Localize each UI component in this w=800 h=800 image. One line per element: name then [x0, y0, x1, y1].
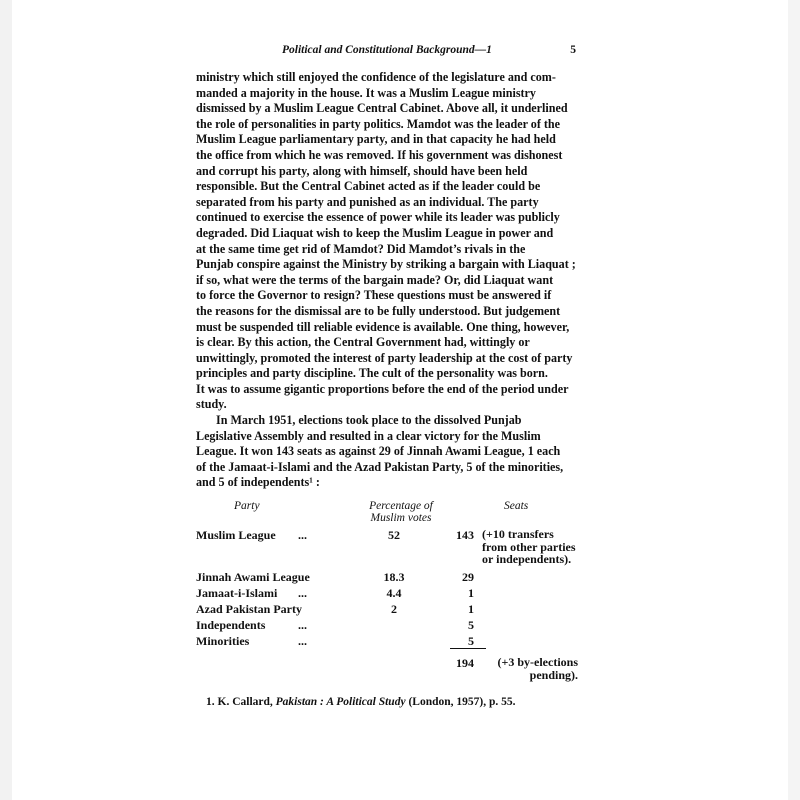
text-line: of the Jamaat-i-Islami and the Azad Pakistan Party, 5 of the minorities,	[196, 459, 564, 474]
column-header-percentage-line2: Muslim votes	[370, 512, 432, 524]
text-line: ministry which still enjoyed the confidence of the legislature and com-	[196, 70, 556, 84]
column-header-seats: Seats	[504, 500, 529, 512]
text-line: the role of personalities in party politics. Mamdot was the leader of the	[196, 116, 561, 131]
vote-percentage: 52	[388, 528, 400, 542]
party-name: Independents	[196, 618, 266, 632]
text-line: manded a majority in the house. It was a Muslim League ministry	[196, 85, 536, 100]
total-rule	[450, 648, 486, 649]
total-note-line: pending).	[529, 667, 578, 682]
text-line: separated from his party and punished as an individual. The party	[196, 194, 539, 209]
paragraph-2	[196, 413, 576, 491]
text-line: principles and party discipline. The cult of the personality was born.	[196, 366, 548, 381]
text-line: at the same time get rid of Mamdot? Did Mamdot’s rivals in the	[196, 241, 526, 256]
party-name: Azad Pakistan Party	[196, 602, 302, 616]
page-number: 5	[570, 44, 576, 56]
leader-dots: ...	[298, 634, 307, 648]
book-page	[196, 44, 578, 708]
footnote	[206, 696, 586, 708]
column-header-percentage-line1: Percentage of	[369, 500, 433, 512]
table-row	[196, 634, 576, 650]
vote-percentage: 18.3	[383, 570, 405, 584]
text-line: degraded. Did Liaquat wish to keep the Muslim League in power and	[196, 225, 554, 240]
party-name: Jinnah Awami League	[196, 570, 310, 584]
text-line: continued to exercise the essence of power while its leader was publicly	[196, 210, 560, 225]
table-row	[196, 602, 576, 618]
text-line: In March 1951, elections took place to the dissolved Punjab	[216, 413, 522, 428]
text-line: It was to assume gigantic proportions before the end of the period under	[196, 381, 569, 396]
text-line: study.	[196, 397, 227, 412]
row-note-line: or independents).	[482, 552, 572, 566]
text-line: responsible. But the Central Cabinet acted as if the leader could be	[196, 179, 541, 194]
party-name: Minorities	[196, 634, 250, 648]
column-header-percentage	[356, 500, 446, 524]
table-row	[196, 570, 576, 586]
text-line: Legislative Assembly and resulted in a clear victory for the Muslim	[196, 428, 541, 443]
seat-count: 5	[468, 618, 474, 632]
text-line: the office from which he was removed. If his government was dishonest	[196, 147, 563, 162]
table-row	[196, 618, 576, 634]
table-row	[196, 527, 576, 566]
text-line: Punjab conspire against the Ministry by striking a bargain with Liaquat ;	[196, 257, 576, 272]
party-name: Jamaat-i-Islami	[196, 586, 278, 600]
text-line: unwittingly, promoted the interest of party leadership at the cost of party	[196, 350, 573, 365]
footnote-author: K. Callard,	[217, 696, 273, 708]
total-note-line: (+3 by-elections	[497, 655, 578, 669]
table-row	[196, 586, 576, 602]
text-line: must be suspended till reliable evidence is available. One thing, however,	[196, 319, 570, 334]
leader-dots: ...	[298, 528, 307, 542]
text-line: Muslim League parliamentary party, and in that capacity he had held	[196, 132, 556, 147]
footnote-title: Pakistan : A Political Study	[275, 696, 406, 708]
seat-count: 5	[468, 634, 474, 648]
seat-count: 1	[468, 602, 474, 616]
text-line: and corrupt his party, along with himself, should have been held	[196, 163, 528, 178]
paragraph-1	[196, 70, 576, 413]
text-line: if so, what were the terms of the bargain made? Or, did Liaquat want	[196, 272, 554, 287]
leader-dots: ...	[298, 618, 307, 632]
total-note	[486, 656, 578, 681]
running-header	[196, 44, 576, 64]
seat-count: 29	[462, 570, 474, 584]
vote-percentage: 4.4	[386, 586, 402, 600]
text-line: to force the Governor to resign? These questions must be answered if	[196, 288, 552, 303]
party-name: Muslim League	[196, 528, 276, 542]
row-note-line: from other parties	[482, 539, 576, 554]
row-note	[482, 528, 582, 566]
seat-count: 1	[468, 586, 474, 600]
footnote-rest: (London, 1957), p. 55.	[408, 696, 516, 708]
text-line: dismissed by a Muslim League Central Cabinet. Above all, it underlined	[196, 101, 568, 116]
text-line: is clear. By this action, the Central Government had, wittingly or	[196, 335, 530, 350]
row-note-line: (+10 transfers	[482, 527, 554, 541]
body-text	[196, 70, 576, 491]
text-line: and 5 of independents¹ :	[196, 475, 320, 490]
running-title: Political and Constitutional Background—1	[282, 44, 492, 56]
seat-count: 143	[456, 528, 474, 542]
total-seats: 194	[456, 656, 474, 670]
text-line: League. It won 143 seats as against 29 of Jinnah Awami League, 1 each	[196, 444, 561, 459]
column-header-party: Party	[234, 500, 260, 512]
vote-percentage: 2	[391, 602, 397, 616]
text-line: the reasons for the dismissal are to be fully understood. But judgement	[196, 303, 561, 318]
footnote-number: 1.	[206, 696, 215, 708]
leader-dots: ...	[298, 586, 307, 600]
